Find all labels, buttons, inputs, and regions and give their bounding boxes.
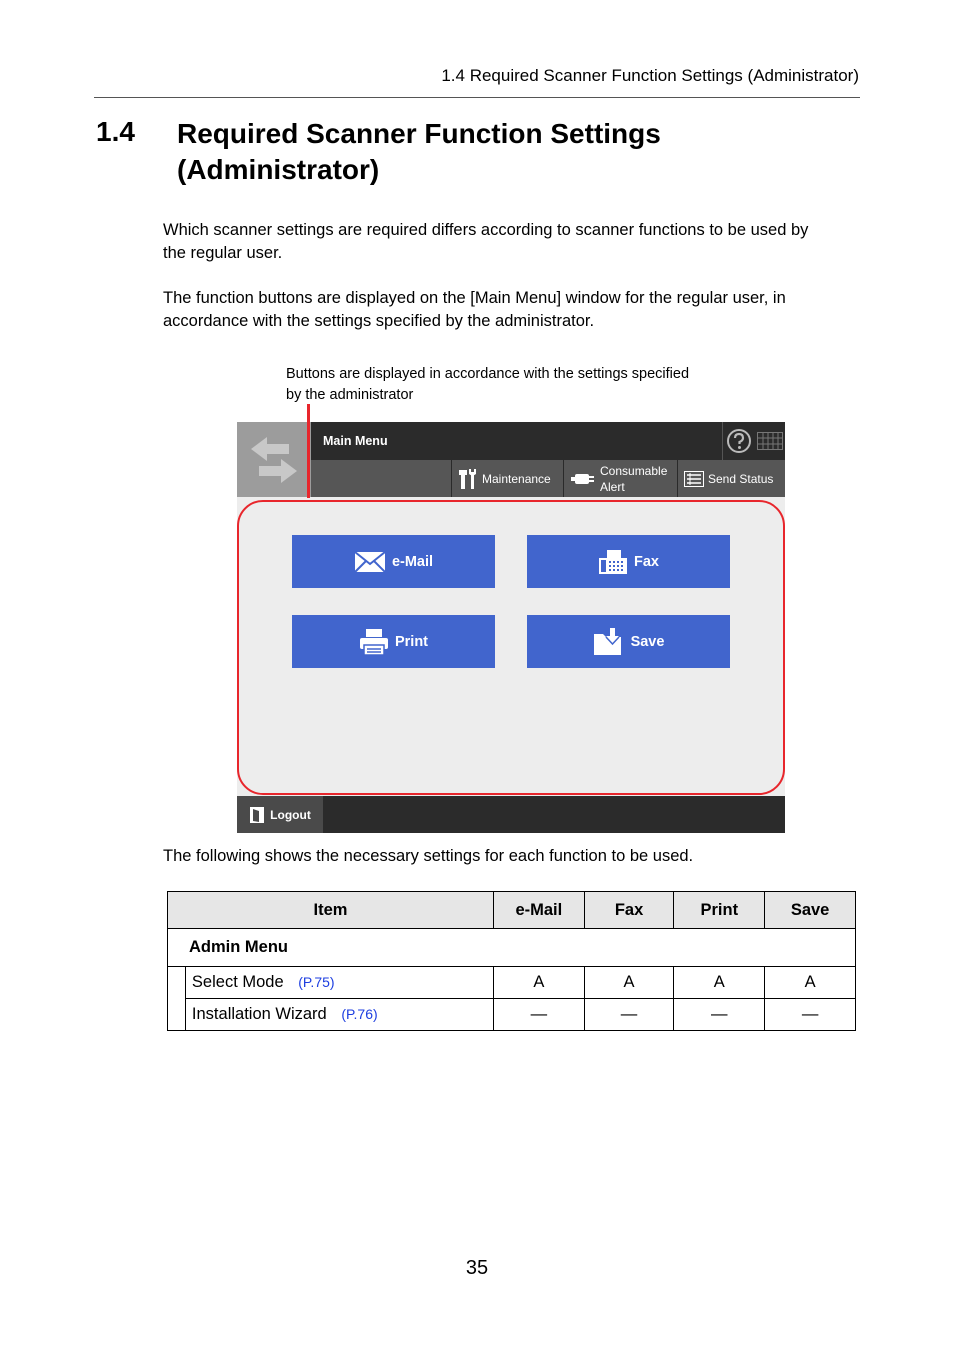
logout-button[interactable] [237, 796, 323, 833]
indent-cell [168, 967, 186, 1031]
save-folder-icon [593, 628, 625, 656]
send-status-label: Send Status [708, 471, 774, 486]
printer-icon [359, 628, 389, 656]
arrows-logo-icon [237, 422, 311, 497]
save-button[interactable] [527, 615, 730, 668]
email-label: e-Mail [391, 553, 434, 570]
item-name: Select Mode [191, 973, 284, 991]
help-button[interactable] [722, 422, 755, 460]
function-buttons-line2: accordance with the settings specified by the administrator. [163, 311, 595, 330]
save-label: Save [630, 633, 665, 650]
send-status-button[interactable] [677, 460, 785, 497]
table-header-row [168, 892, 856, 929]
consumable-alert-label [600, 463, 667, 495]
item-cell [185, 967, 493, 999]
settings-table [167, 891, 856, 1031]
maintenance-icon [458, 468, 478, 490]
header-rule [94, 97, 860, 98]
value-fax: A [584, 967, 674, 999]
table-row [168, 967, 856, 999]
callout-text [286, 364, 756, 405]
intro-line1: Which scanner settings are required differs according to scanner functions to be used by [163, 221, 809, 239]
value-save: A [765, 967, 856, 999]
value-fax: — [584, 999, 674, 1031]
section-title [177, 116, 777, 188]
item-name: Installation Wizard [191, 1005, 327, 1023]
section-title-line1: Required Scanner Function Settings [177, 118, 661, 149]
item-cell [185, 999, 493, 1031]
callout-pointer-line [307, 404, 310, 498]
mail-icon [354, 551, 386, 573]
main-menu-screenshot [237, 422, 785, 833]
toolbar [311, 460, 785, 497]
value-email: A [493, 967, 584, 999]
fax-label: Fax [634, 553, 659, 570]
consumable-alert-button[interactable] [563, 460, 677, 497]
send-status-icon [684, 471, 704, 487]
value-email: — [493, 999, 584, 1031]
intro-paragraph [163, 219, 863, 264]
function-buttons-line1: The function buttons are displayed on the [Main Menu] window for the regular user, in [163, 289, 786, 307]
header-print: Print [674, 892, 765, 929]
value-save: — [765, 999, 856, 1031]
print-label: Print [394, 633, 429, 650]
print-button[interactable] [292, 615, 495, 668]
callout-line1: Buttons are displayed in accordance with the settings specified [286, 366, 690, 382]
table-row [168, 999, 856, 1031]
maintenance-label: Maintenance [482, 471, 551, 486]
header-item: Item [168, 892, 494, 929]
title-bar [311, 422, 785, 460]
header-email: e-Mail [493, 892, 584, 929]
running-header: 1.4 Required Scanner Function Settings (Administrator) [441, 66, 859, 85]
value-print: A [674, 967, 765, 999]
table-intro: The following shows the necessary settings for each function to be used. [163, 847, 694, 865]
fax-button[interactable] [527, 535, 730, 588]
keyboard-icon [757, 432, 783, 450]
section-number: 1.4 [96, 116, 135, 147]
consumable-icon [570, 471, 596, 487]
logout-label: Logout [270, 807, 311, 822]
consumable-label-line2: Alert [600, 479, 625, 494]
header-save: Save [765, 892, 856, 929]
section-title-line2: (Administrator) [177, 154, 380, 185]
page-number: 35 [465, 1257, 489, 1279]
function-buttons-paragraph [163, 287, 863, 332]
maintenance-button[interactable] [451, 460, 563, 497]
intro-line2: the regular user. [163, 243, 283, 262]
header-fax: Fax [584, 892, 674, 929]
email-button[interactable] [292, 535, 495, 588]
value-print: — [674, 999, 765, 1031]
page-link[interactable]: (P.75) [298, 974, 335, 990]
consumable-label-line1: Consumable [600, 463, 668, 478]
group-row [168, 929, 856, 967]
callout-line2: by the administrator [286, 386, 414, 403]
screen-title: Main Menu [323, 434, 388, 448]
keyboard-button[interactable] [755, 422, 785, 460]
page-link[interactable]: (P.76) [341, 1006, 378, 1022]
logout-icon [249, 806, 265, 824]
fax-icon [598, 549, 628, 575]
group-label: Admin Menu [168, 929, 856, 967]
help-icon [726, 428, 752, 454]
bottom-bar [237, 796, 785, 833]
